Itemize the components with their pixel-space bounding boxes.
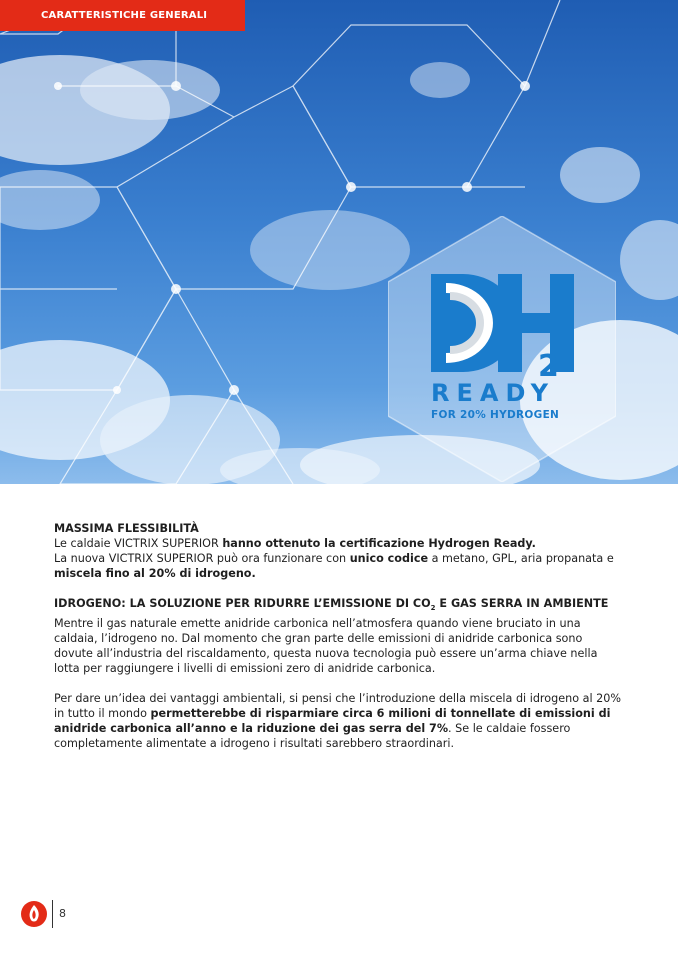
text-segment: . Se le caldaie fossero completamente alimentate a idrogeno i risultati sarebbero straordinari. [54, 722, 571, 751]
section-tag: CARATTERISTICHE GENERALI [0, 0, 245, 31]
paragraph-unico-codice [54, 551, 624, 581]
bold-segment: miscela fino al 20% di idrogeno. [54, 567, 256, 580]
heading-text: E GAS SERRA IN AMBIENTE [435, 597, 609, 610]
subscript-two: 2 [538, 349, 559, 384]
bold-segment: hanno ottenuto la certificazione Hydrogen Ready. [222, 537, 536, 550]
flame-icon [20, 900, 48, 928]
h2-logo-icon [388, 216, 616, 482]
paragraph-idrogeno: Mentre il gas naturale emette anidride carbonica nell’atmosfera quando viene bruciato in una caldaia, l’idrogeno no. Dal momento che gran parte delle emissioni di anidride carbonica sono dovute all’industria del riscaldamento, questa nuova tecnologia può essere un’arma chiave nella lotta per raggiungere i livelli di emissioni zero di anidride carbonica. [54, 617, 598, 676]
article-body [54, 521, 624, 751]
paragraph-certification [54, 536, 624, 551]
bold-segment: unico codice [349, 552, 429, 565]
badge-subtitle: FOR 20% HYDROGEN [431, 409, 560, 421]
paragraph-vantaggi [54, 691, 624, 751]
bold-segment: permetterebbe di risparmiare circa 6 milioni di tonnellate di emissioni di anidride carbonica all’anno e la riduzione dei gas serra del 7% [54, 707, 611, 736]
heading-text: IDROGENO: LA SOLUZIONE PER RIDURRE L’EMISSIONE DI CO [54, 597, 431, 610]
text-segment: Per dare un’idea dei vantaggi ambientali, si pensi che l’introduzione della miscela di idrogeno al 20% in tutto il mondo [54, 692, 621, 721]
page-number: 8 [59, 907, 66, 920]
text-segment: a metano, GPL, aria propanata e [428, 552, 614, 565]
footer-divider [52, 900, 53, 928]
text-segment: Le caldaie VICTRIX SUPERIOR [54, 537, 223, 550]
heading-flessibilita: MASSIMA FLESSIBILITÀ [54, 522, 199, 535]
co2-subscript: 2 [430, 604, 436, 613]
text-segment: La nuova VICTRIX SUPERIOR può ora funzionare con [54, 552, 350, 565]
heading-idrogeno [54, 596, 624, 616]
ready-label: READY [431, 379, 556, 407]
hydrogen-ready-badge [388, 216, 616, 482]
